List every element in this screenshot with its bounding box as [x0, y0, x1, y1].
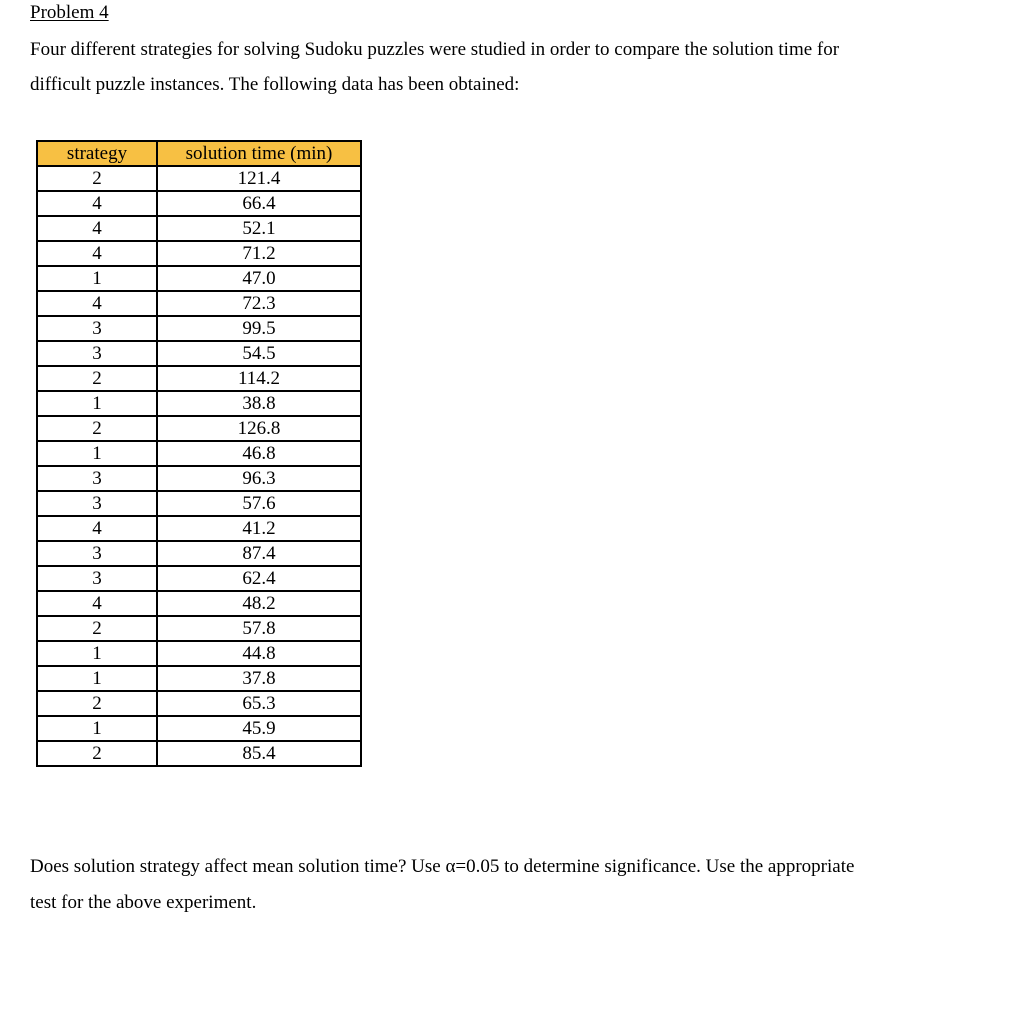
cell-solution-time: 96.3 [157, 466, 361, 491]
problem-intro [30, 32, 990, 102]
table-row [37, 166, 361, 191]
table-row [37, 616, 361, 641]
table-row [37, 441, 361, 466]
table-row [37, 591, 361, 616]
cell-strategy: 4 [37, 591, 157, 616]
cell-strategy: 1 [37, 266, 157, 291]
cell-strategy: 2 [37, 366, 157, 391]
cell-solution-time: 52.1 [157, 216, 361, 241]
cell-strategy: 1 [37, 666, 157, 691]
problem-question [30, 849, 990, 921]
cell-strategy: 3 [37, 316, 157, 341]
cell-solution-time: 47.0 [157, 266, 361, 291]
table-header-row [37, 141, 361, 166]
cell-strategy: 4 [37, 516, 157, 541]
table-row [37, 691, 361, 716]
table-row [37, 491, 361, 516]
cell-solution-time: 65.3 [157, 691, 361, 716]
question-line-2: test for the above experiment. [30, 892, 257, 913]
table-row [37, 191, 361, 216]
cell-strategy: 1 [37, 441, 157, 466]
cell-strategy: 2 [37, 166, 157, 191]
cell-solution-time: 121.4 [157, 166, 361, 191]
cell-solution-time: 38.8 [157, 391, 361, 416]
data-table [36, 140, 362, 767]
cell-solution-time: 99.5 [157, 316, 361, 341]
cell-solution-time: 48.2 [157, 591, 361, 616]
cell-solution-time: 41.2 [157, 516, 361, 541]
cell-strategy: 1 [37, 641, 157, 666]
cell-solution-time: 72.3 [157, 291, 361, 316]
cell-strategy: 2 [37, 416, 157, 441]
table-row [37, 741, 361, 766]
table-row [37, 366, 361, 391]
header-solution-time: solution time (min) [157, 141, 361, 166]
cell-strategy: 4 [37, 241, 157, 266]
table-row [37, 516, 361, 541]
cell-solution-time: 54.5 [157, 341, 361, 366]
cell-strategy: 3 [37, 466, 157, 491]
problem-heading: Problem 4 [30, 2, 109, 23]
cell-strategy: 3 [37, 541, 157, 566]
intro-line-1: Four different strategies for solving Sudoku puzzles were studied in order to compare the solution time for [30, 39, 840, 60]
cell-solution-time: 66.4 [157, 191, 361, 216]
cell-strategy: 2 [37, 741, 157, 766]
cell-strategy: 3 [37, 491, 157, 516]
table-row [37, 666, 361, 691]
table-row [37, 391, 361, 416]
cell-solution-time: 57.6 [157, 491, 361, 516]
cell-solution-time: 37.8 [157, 666, 361, 691]
cell-strategy: 4 [37, 291, 157, 316]
table-row [37, 316, 361, 341]
cell-solution-time: 62.4 [157, 566, 361, 591]
table-row [37, 641, 361, 666]
table-row [37, 716, 361, 741]
cell-solution-time: 126.8 [157, 416, 361, 441]
question-line-1: Does solution strategy affect mean solution time? Use α=0.05 to determine significance. Use the appropriate [30, 856, 855, 877]
cell-strategy: 2 [37, 691, 157, 716]
cell-solution-time: 44.8 [157, 641, 361, 666]
cell-strategy: 4 [37, 191, 157, 216]
table-row [37, 216, 361, 241]
intro-line-2: difficult puzzle instances. The following data has been obtained: [30, 74, 520, 95]
cell-strategy: 2 [37, 616, 157, 641]
cell-strategy: 3 [37, 566, 157, 591]
table-row [37, 291, 361, 316]
table-row [37, 466, 361, 491]
table-row [37, 241, 361, 266]
table-body [37, 166, 361, 766]
cell-solution-time: 45.9 [157, 716, 361, 741]
cell-strategy: 1 [37, 716, 157, 741]
header-strategy: strategy [37, 141, 157, 166]
cell-solution-time: 71.2 [157, 241, 361, 266]
cell-solution-time: 114.2 [157, 366, 361, 391]
cell-solution-time: 87.4 [157, 541, 361, 566]
cell-strategy: 3 [37, 341, 157, 366]
table-row [37, 416, 361, 441]
cell-solution-time: 46.8 [157, 441, 361, 466]
cell-strategy: 4 [37, 216, 157, 241]
cell-solution-time: 57.8 [157, 616, 361, 641]
table-row [37, 541, 361, 566]
table-row [37, 341, 361, 366]
table-row [37, 566, 361, 591]
cell-solution-time: 85.4 [157, 741, 361, 766]
table-row [37, 266, 361, 291]
cell-strategy: 1 [37, 391, 157, 416]
